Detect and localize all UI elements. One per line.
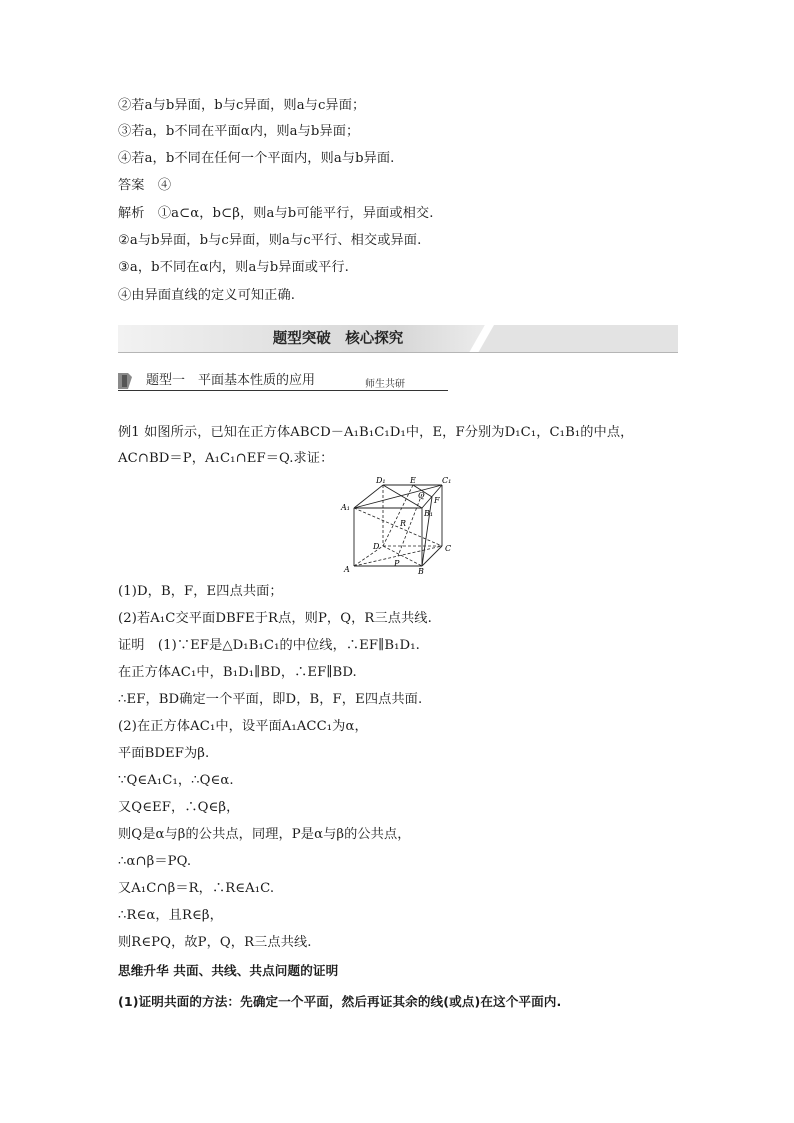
answer: 答案 ④: [118, 178, 172, 193]
label-E: E: [410, 476, 416, 485]
analysis-4: ④由异面直线的定义可知正确.: [118, 288, 296, 303]
label-A: A: [344, 565, 350, 574]
proof-7: 又Q∈EF，∴Q∈β，: [118, 800, 240, 815]
cube-diagram: [338, 473, 458, 577]
label-F: F: [434, 496, 440, 505]
statement-4: ④若a，b不同在任何一个平面内，则a与b异面.: [118, 151, 395, 166]
part-1: (1)D，B，F，E四点共面；: [118, 584, 283, 599]
proof-4: (2)在正方体AC₁中，设平面A₁ACC₁为α，: [118, 719, 368, 734]
label-B: B: [418, 567, 424, 576]
section-banner: [118, 325, 678, 353]
proof-6: ∵Q∈A₁C₁，∴Q∈α.: [118, 773, 234, 788]
proof-10: 又A₁C∩β＝R，∴R∈A₁C.: [118, 881, 275, 896]
part-2: (2)若A₁C交平面DBFE于R点，则P，Q，R三点共线.: [118, 611, 432, 626]
proof-11: ∴R∈α，且R∈β，: [118, 908, 223, 923]
section-title: 题型突破 核心探究: [272, 331, 404, 347]
summary-heading: 思维升华 共面、共线、共点问题的证明: [118, 963, 339, 978]
proof-5: 平面BDEF为β.: [118, 746, 210, 761]
proof-9: ∴α∩β＝PQ.: [118, 854, 192, 869]
label-B1: B₁: [424, 509, 434, 518]
summary-1: (1)证明共面的方法：先确定一个平面，然后再证其余的线(或点)在这个平面内.: [118, 994, 562, 1009]
label-D1: D₁: [376, 476, 386, 485]
label-C1: C₁: [442, 476, 452, 485]
proof-3: ∴EF，BD确定一个平面，即D，B，F，E四点共面.: [118, 692, 423, 707]
cube-figure: [338, 473, 458, 577]
label-C: C: [445, 544, 452, 553]
topic-title: 题型一 平面基本性质的应用: [146, 373, 316, 388]
analysis-2: ②a与b异面，b与c异面，则a与c平行、相交或异面.: [118, 233, 422, 248]
proof-1: 证明 (1)∵EF是△D₁B₁C₁的中位线，∴EF∥B₁D₁.: [118, 638, 420, 653]
proof-8: 则Q是α与β的公共点，同理，P是α与β的公共点，: [118, 827, 411, 842]
label-Q: Q: [418, 491, 425, 500]
example-question: 例1 如图所示，已知在正方体ABCD－A₁B₁C₁D₁中，E，F分别为D₁C₁，C₁B₁的中点，AC∩BD＝P，A₁C₁∩EF＝Q.求证：: [118, 425, 634, 466]
label-D: D: [373, 542, 380, 551]
label-R: R: [400, 519, 407, 528]
statement-2: ②若a与b异面，b与c异面，则a与c异面；: [118, 98, 366, 113]
label-A1: A₁: [341, 503, 350, 512]
proof-2: 在正方体AC₁中，B₁D₁∥BD，∴EF∥BD.: [118, 665, 357, 680]
proof-12: 则R∈PQ，故P，Q，R三点共线.: [118, 935, 312, 950]
statement-3: ③若a，b不同在平面α内，则a与b异面；: [118, 124, 360, 139]
analysis-1: 解析 ①a⊂α，b⊂β，则a与b可能平行，异面或相交.: [118, 206, 434, 221]
topic-tag: 师生共研: [365, 379, 405, 390]
analysis-3: ③a，b不同在α内，则a与b异面或平行.: [118, 260, 349, 275]
label-P: P: [394, 559, 400, 568]
